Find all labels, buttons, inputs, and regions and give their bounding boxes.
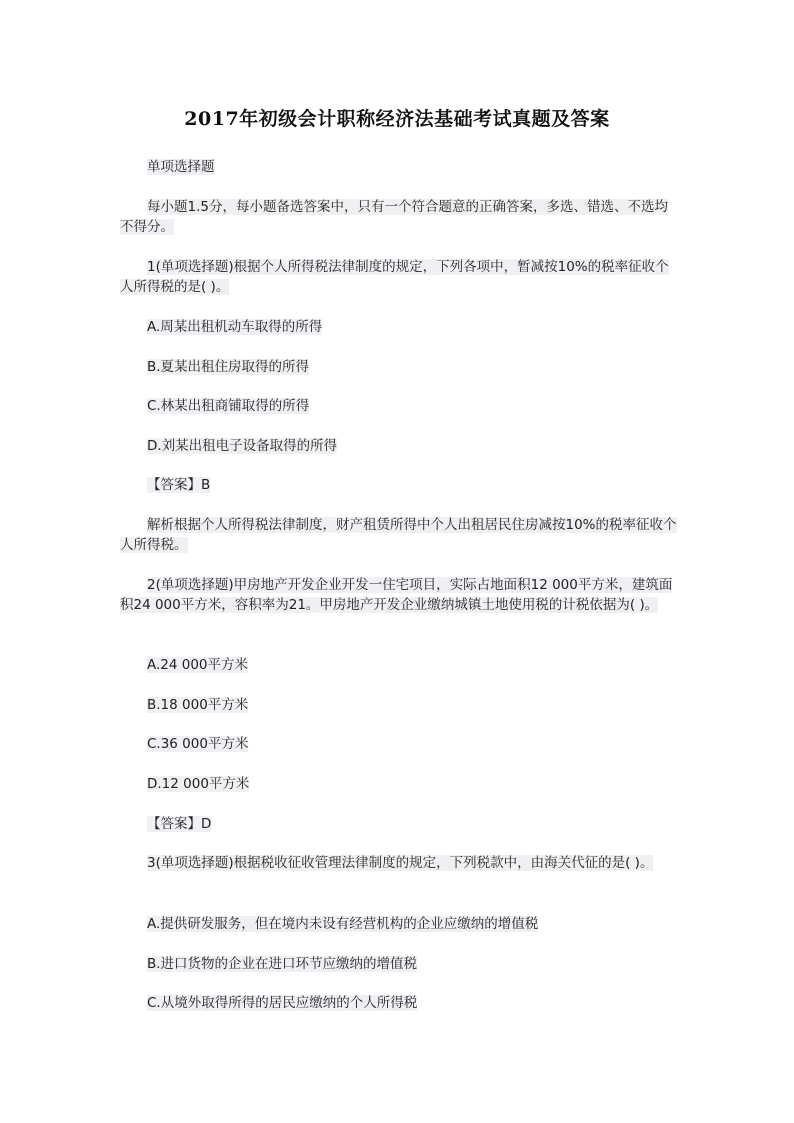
question-2-option-d: D.12 000平方米 (147, 776, 250, 792)
question-1-option-a: A.周某出租机动车取得的所得 (147, 319, 323, 335)
question-3-option-c: C.从境外取得所得的居民应缴纳的个人所得税 (147, 995, 418, 1011)
question-2-option-c: C.36 000平方米 (147, 736, 249, 752)
question-1-answer: 【答案】B (147, 477, 211, 493)
question-2-stem: 2(单项选择题)甲房地产开发企业开发一住宅项目，实际占地面积12 000平方米，建筑面积24 000平方米，容积率为21。甲房地产开发企业缴纳城镇土地使用税的计税依据为( )。 (120, 577, 673, 613)
question-2-option-a: A.24 000平方米 (147, 657, 249, 673)
question-1-option-c: C.林某出租商铺取得的所得 (147, 398, 310, 414)
question-3-option-b: B.进口货物的企业在进口环节应缴纳的增值税 (147, 956, 418, 972)
question-2-answer: 【答案】D (147, 816, 212, 832)
question-3-stem: 3(单项选择题)根据税收征收管理法律制度的规定，下列税款中，由海关代征的是( )。 (147, 855, 654, 871)
question-1-analysis: 解析根据个人所得税法律制度，财产租赁所得中个人出租居民住房减按10%的税率征收个人所得税。 (120, 517, 677, 553)
question-1-option-b: B.夏某出租住房取得的所得 (147, 359, 310, 375)
question-1-stem: 1(单项选择题)根据个人所得税法律制度的规定，下列各项中，暂减按10%的税率征收个人所得税的是( )。 (120, 259, 669, 295)
document-title: 2017年初级会计职称经济法基础考试真题及答案 (184, 108, 610, 130)
question-3-option-a: A.提供研发服务，但在境内未设有经营机构的企业应缴纳的增值税 (147, 916, 539, 932)
question-2-option-b: B.18 000平方米 (147, 697, 249, 713)
question-1-option-d: D.刘某出租电子设备取得的所得 (147, 438, 338, 454)
section-heading: 单项选择题 (147, 159, 215, 175)
instructions-paragraph: 每小题1.5分，每小题备选答案中，只有一个符合题意的正确答案，多选、错选、不选均不得分。 (120, 199, 668, 235)
